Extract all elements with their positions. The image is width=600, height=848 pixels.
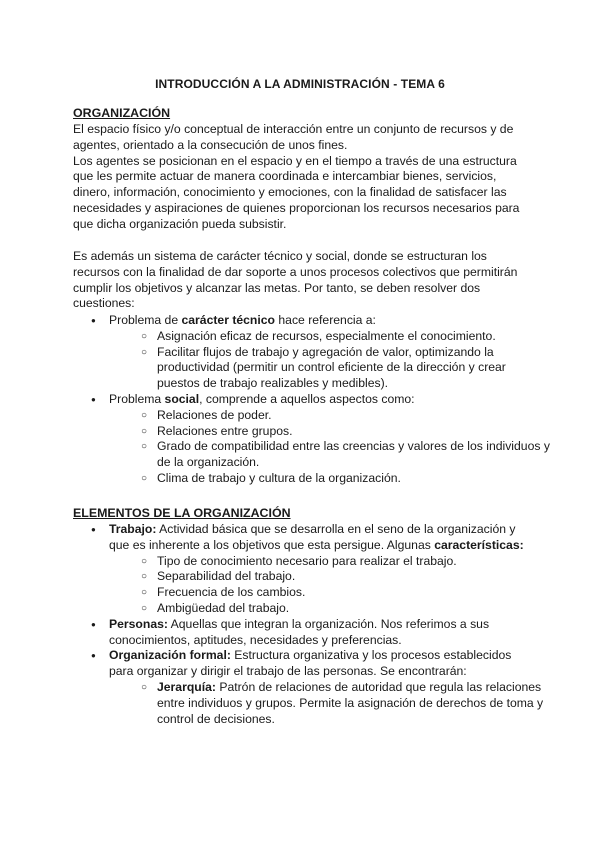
list-item: ○ Separabilidad del trabajo. — [141, 569, 536, 585]
list-item: ● Organización formal: Estructura organizativa y los procesos establecidos para organizar y dirigir el trabajo de las personas. Se encontrarán: ○ Jerarquía: Patrón de relaciones de autoridad que regula las relaciones entre individuos y grupos. Permite la asignación de derechos de toma y control de decisiones. — [91, 648, 536, 727]
list-item: ● Problema social, comprende a aquellos aspectos como: ○ Relaciones de poder. ○ Relaciones entre grupos. ○ Grado de compatibilidad entre las creencias y valores de los individuos y de la organización. ○ Clima de trabajo y cultura de la organización. — [91, 392, 536, 487]
list-item: ○ Asignación eficaz de recursos, especialmente el conocimiento. — [141, 329, 536, 345]
bullet-list-problemas — [91, 313, 550, 487]
list-item: ○ Clima de trabajo y cultura de la organización. — [141, 471, 536, 487]
list-item: ○ Frecuencia de los cambios. — [141, 585, 536, 601]
page-title: INTRODUCCIÓN A LA ADMINISTRACIÓN - TEMA 6 — [155, 77, 445, 91]
list-item: ● Trabajo: Actividad básica que se desarrolla en el seno de la organización y que es inherente a los objetivos que esta persigue. Algunas características: ○ Tipo de conocimiento necesario para realizar el trabajo. ○ Separabilidad del trabajo. ○ Frecuencia de los cambios. ○ Ambigüedad del trabajo. — [91, 522, 536, 617]
paragraph-sistema: Es además un sistema de carácter técnico y social, donde se estructuran los recursos con la finalidad de dar soporte a unos procesos colectivos que permitirán cumplir los objetivos y alcanzar las metas. Por tanto, se deben resolver dos cuestiones: — [73, 249, 518, 311]
list-item: ○ Tipo de conocimiento necesario para realizar el trabajo. — [141, 554, 536, 570]
bullet-list-elementos — [91, 522, 544, 727]
list-item: ○ Jerarquía: Patrón de relaciones de autoridad que regula las relaciones entre individuos y grupos. Permite la asignación de derechos de toma y control de decisiones. — [141, 680, 536, 727]
list-item: ○ Relaciones de poder. — [141, 408, 536, 424]
sub-list — [109, 329, 536, 392]
sub-list — [109, 554, 536, 617]
list-item: ○ Grado de compatibilidad entre las creencias y valores de los individuos y de la organización. — [141, 439, 536, 471]
paragraph-definition: El espacio físico y/o conceptual de interacción entre un conjunto de recursos y de agentes, orientado a la consecución de unos fines. Los agentes se posicionan en el espacio y en el tiempo a través de una estructura que les permite actuar de manera coordinada e intercambiar bienes, servicios, dinero, información, conocimiento y emociones, con la finalidad de satisfacer las necesidades y aspiraciones de quienes proporcionan los recursos necesarios para que dicha organización pueda subsistir. — [73, 122, 520, 231]
section-heading-elementos: ELEMENTOS DE LA ORGANIZACIÓN — [73, 506, 291, 520]
section-heading-organizacion: ORGANIZACIÓN — [73, 106, 171, 120]
list-item: ● Problema de carácter técnico hace referencia a: ○ Asignación eficaz de recursos, especialmente el conocimiento. ○ Facilitar flujos de trabajo y agregación de valor, optimizando la productividad (permitir un control eficiente de la dirección y crear puestos de trabajo realizables y medibles). — [91, 313, 536, 392]
sub-list — [109, 679, 544, 727]
list-item: ● Personas: Aquellas que integran la organización. Nos referimos a sus conocimientos, aptitudes, necesidades y preferencias. — [91, 617, 536, 649]
sub-list — [109, 407, 550, 487]
list-item: ○ Facilitar flujos de trabajo y agregación de valor, optimizando la productividad (permitir un control eficiente de la dirección y crear puestos de trabajo realizables y medibles). — [141, 345, 536, 392]
list-item: ○ Relaciones entre grupos. — [141, 424, 536, 440]
list-item: ○ Ambigüedad del trabajo. — [141, 601, 536, 617]
